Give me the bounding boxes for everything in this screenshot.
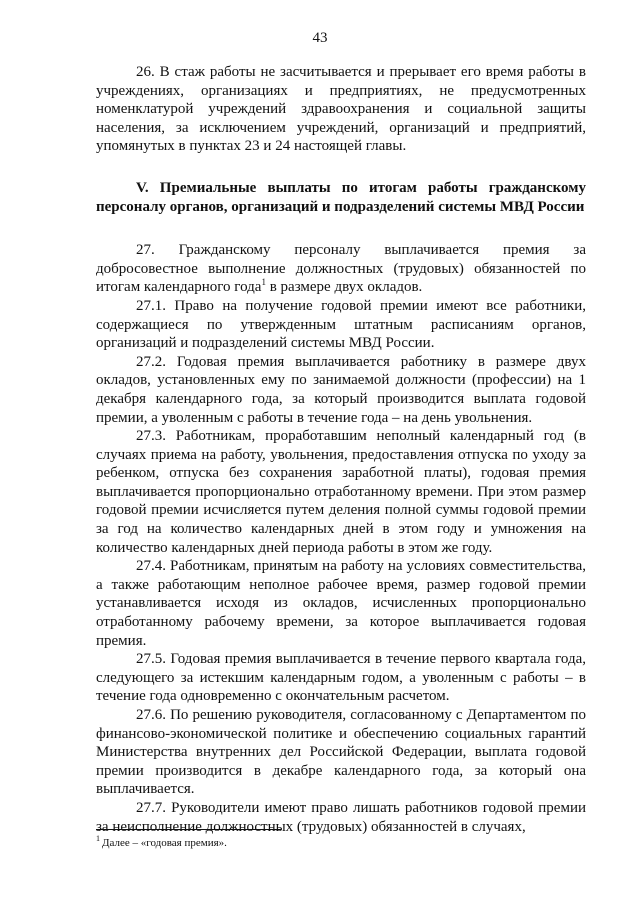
paragraph-27-text: 27. Гражданскому персоналу выплачивается премия за добросовестное выполнение должностных (трудовых) обязанностей по итогам календарного года (96, 242, 586, 296)
paragraph-27-1: 27.1. Право на получение годовой премии имеют все работники, содержащиеся по утвержденным штатным расписаниям органов, организаций и подразделений системы МВД России. (96, 297, 586, 352)
paragraph-26: 26. В стаж работы не засчитывается и прерывает его время работы в учреждениях, организациях и предприятиях, не предусмотренных номенклатурой учреждений здравоохранения и социальной защиты населения, за исключением учреждений, организаций и предприятий, упомянутых в пунктах 23 и 24 настоящей главы. (96, 64, 586, 155)
paragraph-27-3: 27.3. Работникам, проработавшим неполный календарный год (в случаях приема на работу, увольнения, предоставления отпуска по уходу за ребенком, отпуска без сохранения заработной платы), годовая премия выплачивается пропорционально отработанному времени. При этом размер годовой премии исчисляется путем деления полной суммы годовой премии за год на количество календарных дней в этом году и умножения на количество календарных дней периода работы в этом же году. (96, 428, 586, 556)
paragraph-27-7: 27.7. Руководители имеют право лишать работников годовой премии за неисполнение должностных (трудовых) обязанностей в случаях, (96, 799, 586, 835)
section-heading: V. Премиальные выплаты по итогам работы гражданскому персоналу органов, организаций и подразделений системы МВД России (96, 179, 586, 215)
footnote-mark: 1 (96, 834, 100, 844)
paragraph-27-4: 27.4. Работникам, принятым на работу на условиях совместительства, а также работающим неполное рабочее время, размер годовой премии устанавливается исходя из окладов, исчисленных пропорционально отработанному рабочему времени, за которое выплачивается годовая премия. (96, 558, 586, 649)
footnote-divider (96, 829, 281, 830)
body-text (96, 60, 586, 836)
paragraph-27-text-end: в размере двух окладов. (265, 279, 423, 296)
paragraph-27 (96, 241, 586, 297)
paragraph-27-5: 27.5. Годовая премия выплачивается в течение первого квартала года, следующего за истекшим календарным годом, а уволенным с работы – в течение года одновременно с окончательным расчетом. (96, 651, 586, 705)
page-number: 43 (312, 30, 328, 46)
footnote-reference: 1 (261, 277, 266, 288)
footnote-text: Далее – «годовая премия». (102, 837, 227, 849)
footnote (96, 836, 586, 850)
paragraph-27-6: 27.6. По решению руководителя, согласованному с Департаментом по финансово-экономической политике и обеспечению социальных гарантий Министерства внутренних дел Российской Федерации, выплата годовой премии производится в декабре календарного года, за который она выплачивается. (96, 707, 586, 798)
paragraph-27-2: 27.2. Годовая премия выплачивается работнику в размере двух окладов, установленных ему по занимаемой должности (профессии) на 1 декабря календарного года, за который производится выплата годовой премии, а уволенным с работы в течение года – на день увольнения. (96, 353, 586, 426)
